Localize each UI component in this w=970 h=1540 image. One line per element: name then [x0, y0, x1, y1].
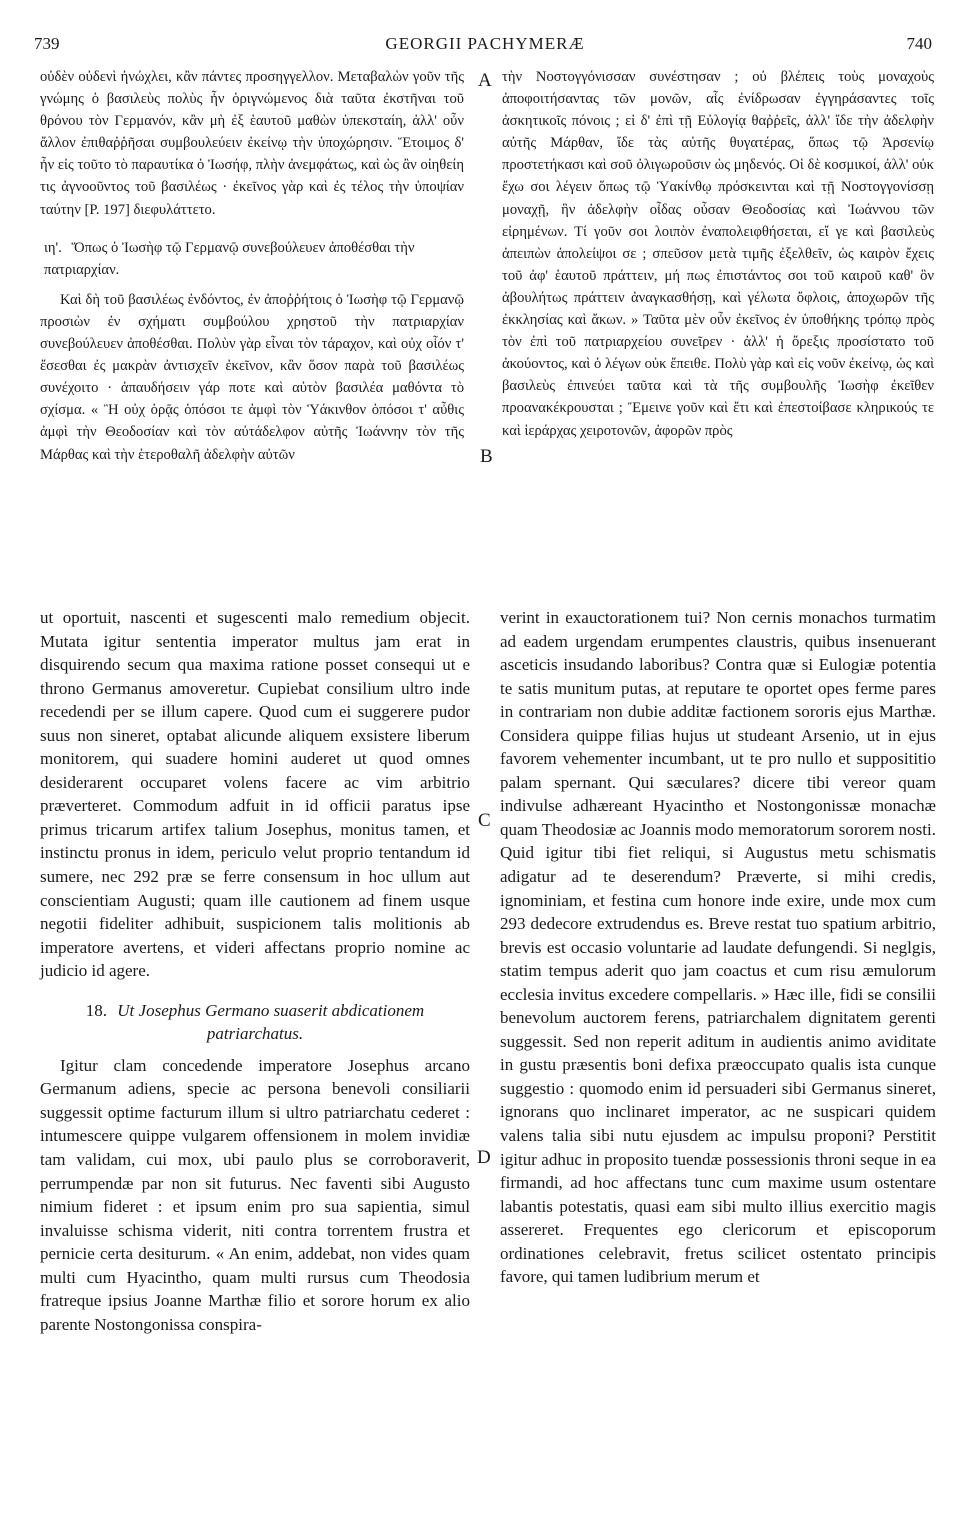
latin-paragraph: ut oportuit, nascenti et sugescenti malo remedium objecit. Mutata igitur sententia imperator multus jam erat in disquirendo secum qua maxima ratione posset consequi ut e throno Germanus amoveretur. Cupiebat consilium ultro inde recedendi per se illum capere. Quod cum ei suggerere pudor suus non sineret, optabat alicunde aliquem exsistere liberum monitorem, qui suadere homini auderet ut quod omnes desiderarent occuparet volens facere ac vim arbitrio præverteret. Commodum adfuit in id officii paratus ipse primus tricarum artifex talium Josephus, monitus tamen, et instinctu pronus in idem, periculo velut proprio tentandum id sumere, nec 292 præ se ferre consensum in hoc ullum aut conscientiam Augusti; quam ille cautionem ad finem usque negotii fideliter adhibuit, suspicionem talis molitionis ab imperatore avertens, et videri affectans proprio nomine ac judicio id agere.	[40, 608, 470, 981]
page-number-right: 740	[906, 34, 932, 53]
latin-column-right	[500, 606, 936, 1289]
section-number: 18.	[85, 1000, 108, 1020]
latin-column-left	[40, 606, 470, 1336]
latin-paragraph: Igitur clam concedende imperatore Josephus arcano Germanum adiens, specie ac persona benevoli consiliarii suggessit optime facturum illum si ultro patriarchatu cederet : intumescere quippe vulgarem offensionem in molem invidiæ tam validam, cui mox, ubi paulo plus se corroboraverit, perrumpendæ par non sit futurus. Nec faventi sibi Augusto nimium fideret : et ipsum enim pro sua sapientia, simul invaluisse schisma viderit, niti contra torrentem frustra et pernicie certa desiturum. « An enim, addebat, non vides quam multi cum Hyacintho, quam multi rursus cum Theodosia fratreque ipsius Joanne Marthæ filio et sorore horum ex alio parente Nostongonissa conspira-	[40, 1055, 470, 1334]
page-header	[0, 0, 970, 60]
page-number-left: 739	[34, 34, 60, 53]
section-title: Ut Josephus Germano suaserit abdicationem patriarchatus.	[117, 1000, 425, 1044]
greek-paragraph: τὴν Νοστογγόνισσαν συνέστησαν ; οὐ βλέπεις τοὺς μοναχοὺς ἀποφοιτήσαντας τῶν μονῶν, αἷς ἐνίδρωσαν ἐγγηράσαντες τοῖς ἀσκητικοῖς πόνοις ; εἰ δ' ἐπὶ τῇ Εὐλογίᾳ θαῤῥεῖς, ἀλλ' ἴδε τὴν ἀδελφὴν αὐτῆς Μάρθαν, ἴδε τὰς αὐτῆς θυγατέρας, ὅπως τῷ Ἀρσενίῳ προστετήκασι καὶ σοῦ ὀλιγωροῦσιν ὡς μηδενός. Οἱ δὲ κοσμικοί, ἀλλ' οὐκ ἔχω σοι λέγειν ὅπως τῷ Ὑακίνθῳ πρόσκεινται καὶ τῇ Νοστογγονίσσῃ μοναχῇ, ἣν ἀδελφὴν οἶδας οὖσαν Θεοδοσίας καὶ Ἰωάννου τῶν εἰρημένων. Τί γοῦν σοι λοιπὸν ἐναπολειφθήσεται, εἴ γε καὶ βασιλεὺς ἀπειπὼν ἀπολείψοι σε ; σπεῦσον μετὰ τιμῆς ἐξελθεῖν, ὡς καιρὸν ἔχεις τοῦ ἀφ' ἑαυτοῦ πράττειν, μή πως ἐπιστάντος σοι τοῦ καιροῦ καθ' ὃν ἀβουλήτως πράττειν ἀναγκασθήσῃ, καὶ γέλωτα ὄφλοις, ἀποχωρῶν τῆς ἐκκλησίας καὶ ἄκων. » Ταῦτα μὲν οὖν ἐκεῖνος ἐν ὑποθήκης τρόπῳ πρὸς τὸν ἐπὶ τοῦ πατριαρχείου συνεῖρεν · ἀλλ' ἡ ὄρεξις προσίστατο τοῦ ἀκούοντος, καὶ ὁ λέγων οὐκ ἔπειθε. Πολὺ γὰρ καὶ εἰς νοῦν ἐκείνῳ, ὡς καὶ βασιλεὺς ἐπινεύει ταῦτα καὶ τὰ τῆς συμβουλῆς Ἰωσὴφ ἐκεῖθεν προανακέκρουσται ; Ἔμεινε γοῦν καὶ ἔτι καὶ ἐπεστοίβασε κληρικούς τε καὶ ἱεράρχας χειροτονῶν, ἀφορῶν πρὸς	[502, 69, 934, 439]
section-title: Ὅπως ὁ Ἰωσὴφ τῷ Γερμανῷ συνεβούλευεν ἀποθέσθαι τὴν πατριαρχίαν.	[44, 239, 415, 278]
running-title: GEORGII PACHYMERÆ	[385, 34, 585, 53]
section-heading-latin	[40, 999, 470, 1046]
margin-letter-d: D	[477, 1147, 491, 1168]
section-number: ιη'.	[44, 239, 62, 256]
margin-letter-c: C	[478, 810, 491, 831]
latin-paragraph: verint in exauctorationem tui? Non cernis monachos turmatim ad eadem urgendam erumpentes claustris, quibus insenuerant asceticis insudando laboribus? Contra quæ si Eulogiæ potentia te satis munitum putas, at reputare te oportet opes ferme pares in contrariam non dubie additæ factionem sororis ejus Marthæ. Considera quippe filias hujus ut studeant Arsenio, ut in ejus favorem vehementer incumbant, ut te pro nullo et supposititio palam spernant. Qui sæculares? dicere tibi vereor quam indivulse adhæreant Hyacintho et Nostongonissæ monachæ quam Theodosiæ ac Joannis modo memoratorum sororem nosti. Quid igitur tibi fiet reliqui, si Augustus metu schismatis adigatur ad te deserendum? Præverte, si mihi credis, ignominiam, et festina cum honore inde exire, unde mox cum 293 dedecore extrudendus es. Breve restat tuo spatium arbitrio, brevis est occasio voluntarie ad laudate defungendi. Si neglgis, statim tempus aderit quo jam coactus et cum risu æmulorum ecclesia invitus excedere compellaris. » Hæc ille, fidi se consilii benevolum auctorem ferens, patriarchalem dignitatem gerenti suggessit. Sed non reperit aditum in audientis animo aviditate in gustu præsentis boni defixa præoccupato qualis ista cunque suggestio : quomodo enim id persuaderi sibi Germanus sineret, ignorans quo inclinaret imperator, ac ne suspicari quidem valens talia sibi nutu ejusdem ac impulsu proponi? Perstitit igitur adhuc in proposito tuendæ possessionis throni seque in ea firmandi, ad hoc affectans tunc cum maxime usum ostentare labantis potestatis, quasi eam sibi multo illius exercitio magis assereret. Frequentes ego clericorum et episcoporum ordinationes celebravit, fretus scilicet ostentato principis favore, qui tamen ludibrium merum et	[500, 608, 936, 1287]
margin-letter-a: A	[478, 70, 492, 91]
greek-column-left	[40, 66, 464, 466]
greek-paragraph: οὐδὲν οὐδενὶ ἠνώχλει, κἂν πάντες προσηγγελλον. Μεταβαλὼν γοῦν τῆς γνώμης ὁ βασιλεὺς πολὺς ἦν ὁριγνώμενος διὰ ταῦτα ἐκστῆναι τοῦ θρόνου τὸν Γερμανόν, κἂν μὴ ἐξ ἑαυτοῦ μαθὼν ὑπεκσταίη, ἀλλ' οὖν ἄλλον ἐπιθαῤῥῆσαι συμβουλεύειν ἐκείνῳ τὴν ὑποχώρησιν. Ἕτοιμος δ' ἦν εἰς τοῦτο τὸ παραυτίκα ὁ Ἰωσήφ, πλὴν ἀνεμφάτως, καὶ ὡς ἂν οἰηθείη τις ἀγνοοῦντος τοῦ βασιλέως · ἐκεῖνος γὰρ καὶ ἐς τέλος τὴν ὑποψίαν ταύτην [P. 197] διεφυλάττετο.	[40, 69, 464, 218]
greek-paragraph: Καὶ δὴ τοῦ βασιλέως ἐνδόντος, ἐν ἀποῤῥήτοις ὁ Ἰωσὴφ τῷ Γερμανῷ προσιὼν ἐν σχήματι συμβούλου χρηστοῦ τὴν πατριαρχίαν συνεβούλευεν ἀποθέσθαι. Πολὺν γὰρ εἶναι τὸν τάραχον, καὶ οὐχ οἷόν τ' ἔσεσθαι ἐς μακρὰν ἀντισχεῖν ἐκεῖνον, κἂν ὅσον παρὰ τοῦ βασιλέως συνέχοιτο · ἀπαυδήσειν γάρ ποτε καὶ αὐτὸν βασιλέα μαθόντα τὸ σχίσμα. « Ἢ οὐχ ὁρᾷς ὁπόσοι τε ἀμφὶ τὸν Ὑάκινθον ὁπόσοι τ' αὖθις ἀμφὶ τὴν Θεοδοσίαν καὶ τὸν αὐτάδελφον αὐτῆς Ἰωάννην τὸν τῆς Μάρθας καὶ τὴν ἑτεροθαλῆ ἀδελφὴν αὐτῶν	[40, 291, 464, 463]
margin-letter-b: B	[480, 446, 493, 467]
section-heading-greek	[40, 237, 464, 281]
greek-column-right	[502, 66, 934, 442]
